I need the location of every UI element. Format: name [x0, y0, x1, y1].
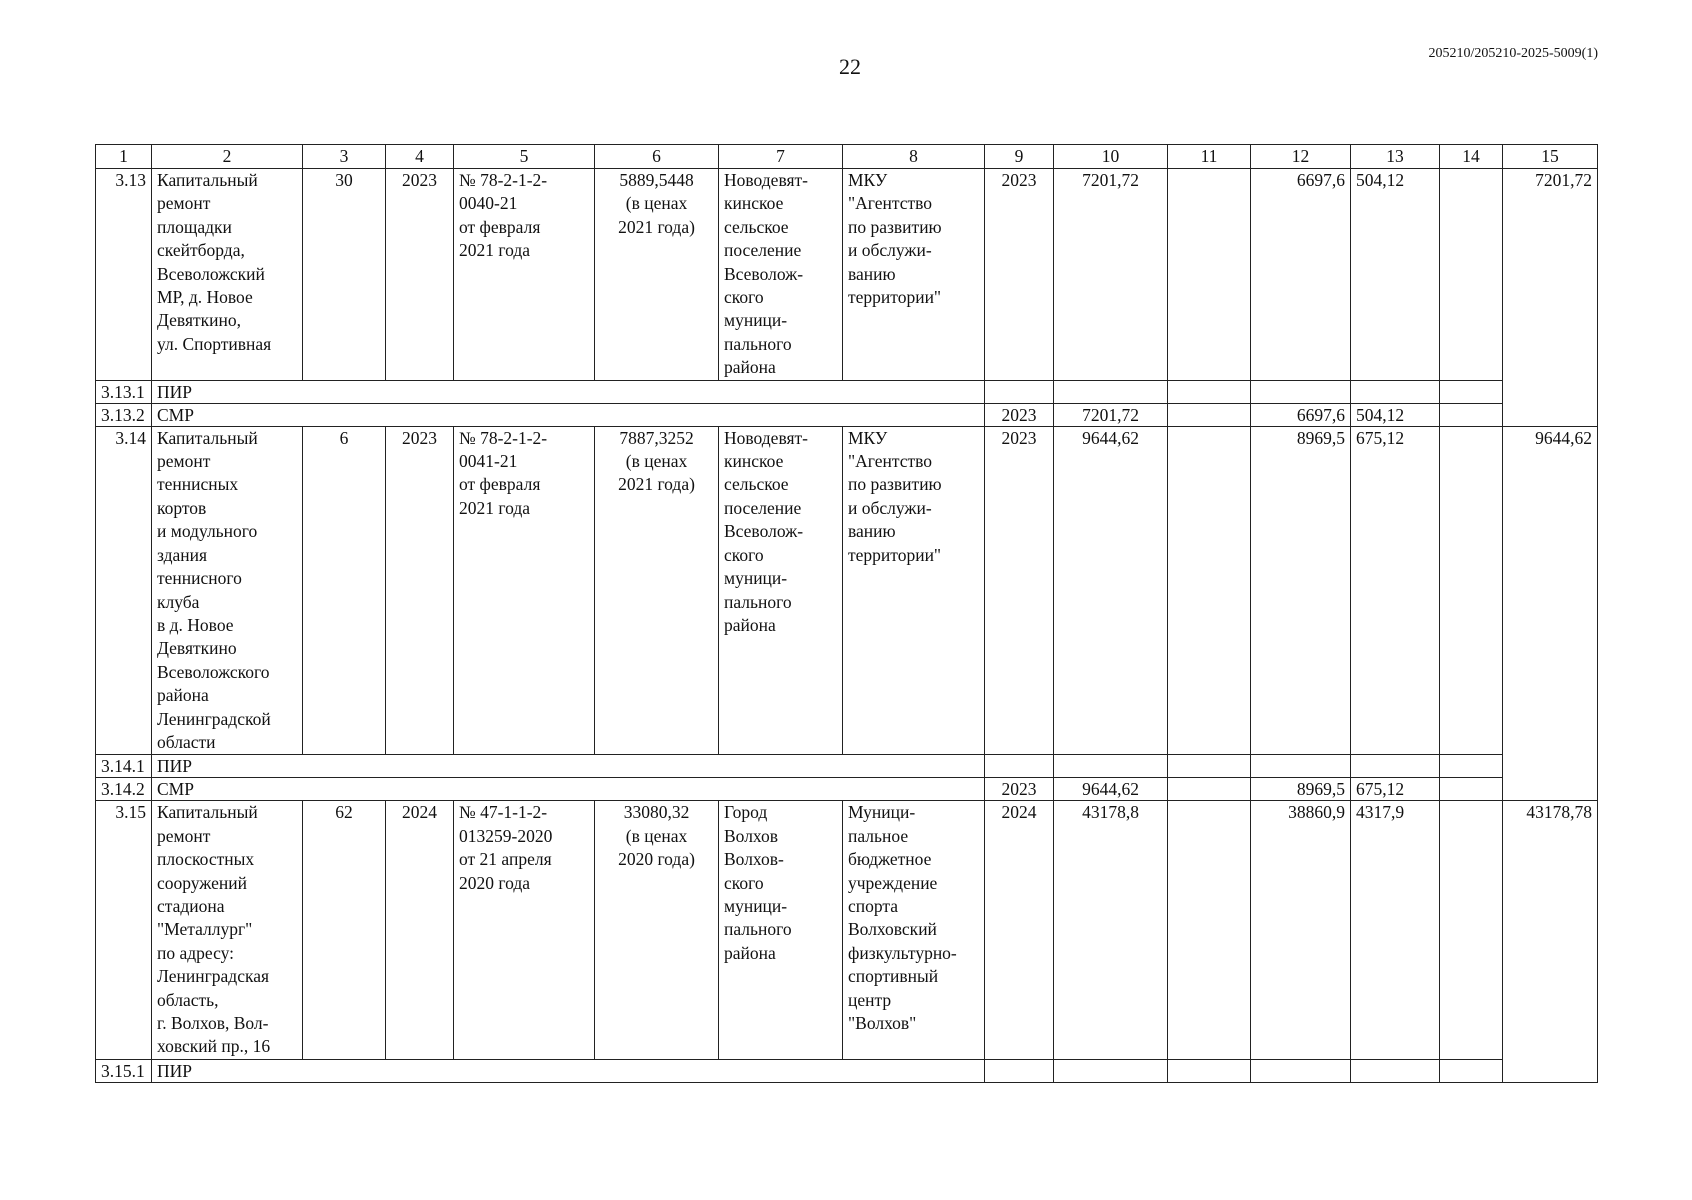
cell-col9: 2024 — [985, 801, 1054, 1059]
object-name: Капитальный ремонт теннисных кортов и модульного здания теннисного клуба в д. Новое Девяткино Всеволожского района Ленинградской области — [152, 426, 303, 755]
cell-col10 — [1054, 1059, 1168, 1082]
subrow-label: ПИР — [152, 380, 985, 403]
row-number: 3.14 — [96, 426, 152, 755]
cell-col9: 2023 — [985, 169, 1054, 381]
cell-col10: 9644,62 — [1054, 778, 1168, 801]
cell-col10: 7201,72 — [1054, 403, 1168, 426]
document-code: 205210/205210-2025-5009(1) — [1428, 46, 1598, 61]
subrow-number: 3.15.1 — [96, 1059, 152, 1082]
table-row — [96, 426, 1598, 755]
column-header: 12 — [1251, 145, 1351, 169]
cell-col10 — [1054, 755, 1168, 778]
column-header: 1 — [96, 145, 152, 169]
cell-col14 — [1440, 778, 1503, 801]
column-header: 15 — [1503, 145, 1598, 169]
cell-col4: 2024 — [386, 801, 454, 1059]
subrow-number: 3.13.1 — [96, 380, 152, 403]
cell-col13: 4317,9 — [1351, 801, 1440, 1059]
cell-col11 — [1168, 403, 1251, 426]
estimated-cost: 33080,32 (в ценах 2020 года) — [595, 801, 719, 1059]
cell-col3: 6 — [303, 426, 386, 755]
column-header: 3 — [303, 145, 386, 169]
cell-col13 — [1351, 755, 1440, 778]
cell-col3: 62 — [303, 801, 386, 1059]
cell-col12: 8969,5 — [1251, 426, 1351, 755]
customer: Муници- пальное бюджетное учреждение спорта Волховский физкультурно- спортивный центр "Волхов" — [843, 801, 985, 1059]
column-header: 8 — [843, 145, 985, 169]
cell-col12: 6697,6 — [1251, 169, 1351, 381]
table-subrow — [96, 403, 1598, 426]
subrow-label: СМР — [152, 778, 985, 801]
cell-col12 — [1251, 755, 1351, 778]
cell-col13: 675,12 — [1351, 426, 1440, 755]
cell-col13: 675,12 — [1351, 778, 1440, 801]
cell-col14 — [1440, 755, 1503, 778]
subrow-label: ПИР — [152, 755, 985, 778]
column-header: 2 — [152, 145, 303, 169]
expertise-conclusion: № 78-2-1-2- 0040-21 от февраля 2021 года — [454, 169, 595, 381]
cell-col10: 43178,8 — [1054, 801, 1168, 1059]
cell-col11 — [1168, 801, 1251, 1059]
cell-col14 — [1440, 169, 1503, 381]
table-subrow — [96, 755, 1598, 778]
cell-col11 — [1168, 755, 1251, 778]
cell-col12: 38860,9 — [1251, 801, 1351, 1059]
cell-col9: 2023 — [985, 403, 1054, 426]
column-number-row — [96, 145, 1598, 169]
cell-col14 — [1440, 1059, 1503, 1082]
cell-col9 — [985, 755, 1054, 778]
cell-col14 — [1440, 380, 1503, 403]
cell-col13 — [1351, 380, 1440, 403]
cell-col13: 504,12 — [1351, 169, 1440, 381]
column-header: 11 — [1168, 145, 1251, 169]
subrow-number: 3.13.2 — [96, 403, 152, 426]
cell-col12: 8969,5 — [1251, 778, 1351, 801]
cell-col14 — [1440, 403, 1503, 426]
expertise-conclusion: № 47-1-1-2- 013259-2020 от 21 апреля 2020 года — [454, 801, 595, 1059]
cell-col13: 504,12 — [1351, 403, 1440, 426]
table-subrow — [96, 1059, 1598, 1082]
cell-col4: 2023 — [386, 169, 454, 381]
municipality: Новодевят- кинское сельское поселение Всеволож- ского муници- пального района — [719, 169, 843, 381]
subrow-label: ПИР — [152, 1059, 985, 1082]
column-header: 13 — [1351, 145, 1440, 169]
customer: МКУ "Агентство по развитию и обслужи- ванию территории" — [843, 169, 985, 381]
cell-col9: 2023 — [985, 778, 1054, 801]
municipality: Город Волхов Волхов- ского муници- пального района — [719, 801, 843, 1059]
subrow-number: 3.14.1 — [96, 755, 152, 778]
cell-col12: 6697,6 — [1251, 403, 1351, 426]
column-header: 7 — [719, 145, 843, 169]
estimated-cost: 5889,5448 (в ценах 2021 года) — [595, 169, 719, 381]
cell-col10: 7201,72 — [1054, 169, 1168, 381]
cell-col3: 30 — [303, 169, 386, 381]
municipality: Новодевят- кинское сельское поселение Всеволож- ского муници- пального района — [719, 426, 843, 755]
cell-col12 — [1251, 380, 1351, 403]
cell-col13 — [1351, 1059, 1440, 1082]
cell-col12 — [1251, 1059, 1351, 1082]
cell-col9 — [985, 1059, 1054, 1082]
column-header: 6 — [595, 145, 719, 169]
cell-col14 — [1440, 801, 1503, 1059]
object-name: Капитальный ремонт площадки скейтборда, Всеволожский МР, д. Новое Девяткино, ул. Спортивная — [152, 169, 303, 381]
cell-col10: 9644,62 — [1054, 426, 1168, 755]
expertise-conclusion: № 78-2-1-2- 0041-21 от февраля 2021 года — [454, 426, 595, 755]
estimated-cost: 7887,3252 (в ценах 2021 года) — [595, 426, 719, 755]
customer: МКУ "Агентство по развитию и обслужи- ванию территории" — [843, 426, 985, 755]
cell-col9 — [985, 380, 1054, 403]
cell-col9: 2023 — [985, 426, 1054, 755]
cell-col10 — [1054, 380, 1168, 403]
column-header: 14 — [1440, 145, 1503, 169]
table-subrow — [96, 778, 1598, 801]
object-name: Капитальный ремонт плоскостных сооружений стадиона "Металлург" по адресу: Ленинградская область, г. Волхов, Вол- ховский пр., 16 — [152, 801, 303, 1059]
cell-col14 — [1440, 426, 1503, 755]
cell-col11 — [1168, 1059, 1251, 1082]
cell-col15: 43178,78 — [1503, 801, 1598, 1082]
subrow-number: 3.14.2 — [96, 778, 152, 801]
table-row — [96, 801, 1598, 1059]
row-number: 3.15 — [96, 801, 152, 1059]
cell-col11 — [1168, 426, 1251, 755]
column-header: 9 — [985, 145, 1054, 169]
column-header: 10 — [1054, 145, 1168, 169]
page-number: 22 — [839, 54, 861, 79]
table-subrow — [96, 380, 1598, 403]
column-header: 4 — [386, 145, 454, 169]
table-row — [96, 169, 1598, 381]
cell-col11 — [1168, 778, 1251, 801]
cell-col4: 2023 — [386, 426, 454, 755]
program-table — [95, 144, 1598, 1083]
cell-col15: 9644,62 — [1503, 426, 1598, 801]
row-number: 3.13 — [96, 169, 152, 381]
column-header: 5 — [454, 145, 595, 169]
cell-col11 — [1168, 169, 1251, 381]
cell-col11 — [1168, 380, 1251, 403]
cell-col15: 7201,72 — [1503, 169, 1598, 427]
subrow-label: СМР — [152, 403, 985, 426]
